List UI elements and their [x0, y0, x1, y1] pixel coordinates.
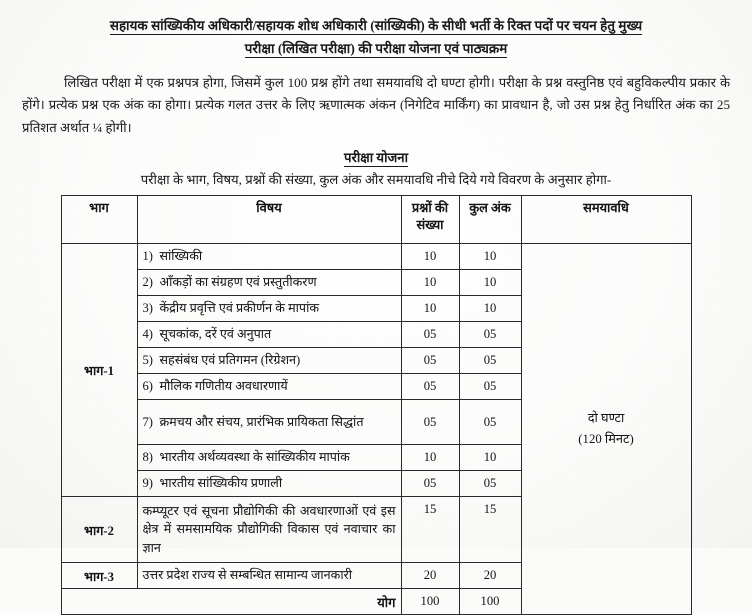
exam-scheme-heading [0, 139, 752, 166]
marks-cell: 10 [459, 244, 521, 270]
subject-text: सूचकांक, दरें एवं अनुपात [159, 327, 272, 342]
questions-cell: 10 [401, 296, 459, 322]
marks-cell: 10 [459, 445, 521, 471]
document-title-line-1: सहायक सांख्यिकीय अधिकारी/सहायक शोध अधिकारी (सांख्यिकी) के सीधी भर्ती के रिक्त पदों पर चयन हेतु मुख्य [109, 18, 643, 33]
document-title [0, 0, 752, 60]
table-body [61, 244, 691, 615]
duration-cell [521, 244, 691, 615]
subject-text: सांख्यिकी [159, 249, 203, 264]
subject-text: क्रमचय और संचय, प्रारंभिक प्रायिकता सिद्धांत [159, 414, 364, 429]
subject-text: भारतीय अर्थव्यवस्था के सांख्यिकीय मापांक [159, 450, 350, 465]
questions-cell: 05 [401, 322, 459, 348]
total-label: योग [61, 589, 401, 615]
header-duration: समयावधि [521, 196, 691, 244]
questions-cell: 10 [401, 270, 459, 296]
subject-cell [137, 322, 401, 348]
subject-number: 7) [142, 414, 153, 429]
header-part: भाग [61, 196, 137, 244]
questions-cell: 05 [401, 374, 459, 400]
marks-cell: 05 [459, 471, 521, 497]
document-title-line-2: परीक्षा (लिखित परीक्षा) की परीक्षा योजना एवं पाठ्यक्रम [244, 41, 508, 56]
subject-number: 8) [142, 450, 153, 465]
questions-cell: 15 [401, 497, 459, 563]
header-questions [401, 196, 459, 244]
subject-cell [137, 374, 401, 400]
part-cell-2: भाग-2 [61, 497, 137, 563]
intro-paragraph: लिखित परीक्षा में एक प्रश्नपत्र होगा, जिसमें कुल 100 प्रश्न होंगे तथा समयावधि दो घण्टा होगी। परीक्षा के प्रश्न वस्तुनिष्ठ एवं बहुविकल्पीय प्रकार के होंगे। प्रत्येक प्रश्न एक अंक का होगा। प्रत्येक गलत उत्तर के लिए ऋणात्मक अंकन (निगेटिव मार्किंग) का प्रावधान है, जो उस प्रश्न हेतु निर्धारित अंक का 25 प्रतिशत अर्थात ¼ होगी। [22, 75, 730, 135]
subject-text: मौलिक गणितीय अवधारणायें [159, 379, 288, 394]
subject-cell [137, 348, 401, 374]
subject-cell [137, 471, 401, 497]
duration-line-2: (120 मिनट) [578, 432, 634, 447]
marks-cell: 05 [459, 400, 521, 445]
header-questions-line-1: प्रश्नों की [411, 201, 449, 216]
marks-cell: 10 [459, 270, 521, 296]
marks-cell: 05 [459, 374, 521, 400]
duration-line-1: दो घण्टा [587, 411, 625, 426]
marks-cell: 20 [459, 563, 521, 589]
marks-cell: 15 [459, 497, 521, 563]
subject-text: आँकड़ों का संग्रहण एवं प्रस्तुतीकरण [159, 275, 317, 290]
subject-number: 5) [142, 353, 153, 368]
marks-cell: 05 [459, 322, 521, 348]
table-header-row [61, 196, 691, 244]
subject-cell [137, 270, 401, 296]
subject-cell [137, 244, 401, 270]
marks-cell: 10 [459, 296, 521, 322]
part-cell-1: भाग-1 [61, 244, 137, 497]
subject-cell [137, 296, 401, 322]
subject-text: केंद्रीय प्रवृत्ति एवं प्रकीर्णन के मापांक [159, 301, 320, 316]
subject-cell [137, 400, 401, 445]
header-questions-line-2: संख्या [416, 218, 444, 233]
exam-scheme-heading-text: परीक्षा योजना [343, 150, 409, 166]
subject-number: 9) [142, 476, 153, 491]
table-row [61, 244, 691, 270]
exam-scheme-table-wrapper [0, 189, 752, 615]
part-cell-3: भाग-3 [61, 563, 137, 589]
subject-text: सहसंबंध एवं प्रतिगमन (रिग्रेशन) [159, 353, 301, 368]
subject-text: भारतीय सांख्यिकीय प्रणाली [159, 476, 283, 491]
subject-number: 2) [142, 275, 153, 290]
questions-cell: 05 [401, 400, 459, 445]
subject-number: 4) [142, 327, 153, 342]
questions-cell: 20 [401, 563, 459, 589]
subject-cell: उत्तर प्रदेश राज्य से सम्बन्धित सामान्य जानकारी [137, 563, 401, 589]
questions-cell: 05 [401, 471, 459, 497]
total-marks: 100 [459, 589, 521, 615]
table-header [61, 196, 691, 244]
subject-cell [137, 445, 401, 471]
marks-cell: 05 [459, 348, 521, 374]
subject-number: 6) [142, 379, 153, 394]
subject-cell: कम्प्यूटर एवं सूचना प्रौद्योगिकी की अवधारणाओं एवं इस क्षेत्र में समसामयिक प्रौद्योगिकी विकास एवं नवाचार का ज्ञान [137, 497, 401, 563]
total-questions: 100 [401, 589, 459, 615]
exam-scheme-table [61, 195, 692, 615]
subject-number: 1) [142, 249, 153, 264]
exam-scheme-subtitle: परीक्षा के भाग, विषय, प्रश्नों की संख्या, कुल अंक और समयावधि नीचे दिये गये विवरण के अनुसार होगा- [140, 172, 612, 188]
header-total-marks: कुल अंक [459, 196, 521, 244]
questions-cell: 10 [401, 445, 459, 471]
subject-number: 3) [142, 301, 153, 316]
questions-cell: 05 [401, 348, 459, 374]
header-subject: विषय [137, 196, 401, 244]
questions-cell: 10 [401, 244, 459, 270]
